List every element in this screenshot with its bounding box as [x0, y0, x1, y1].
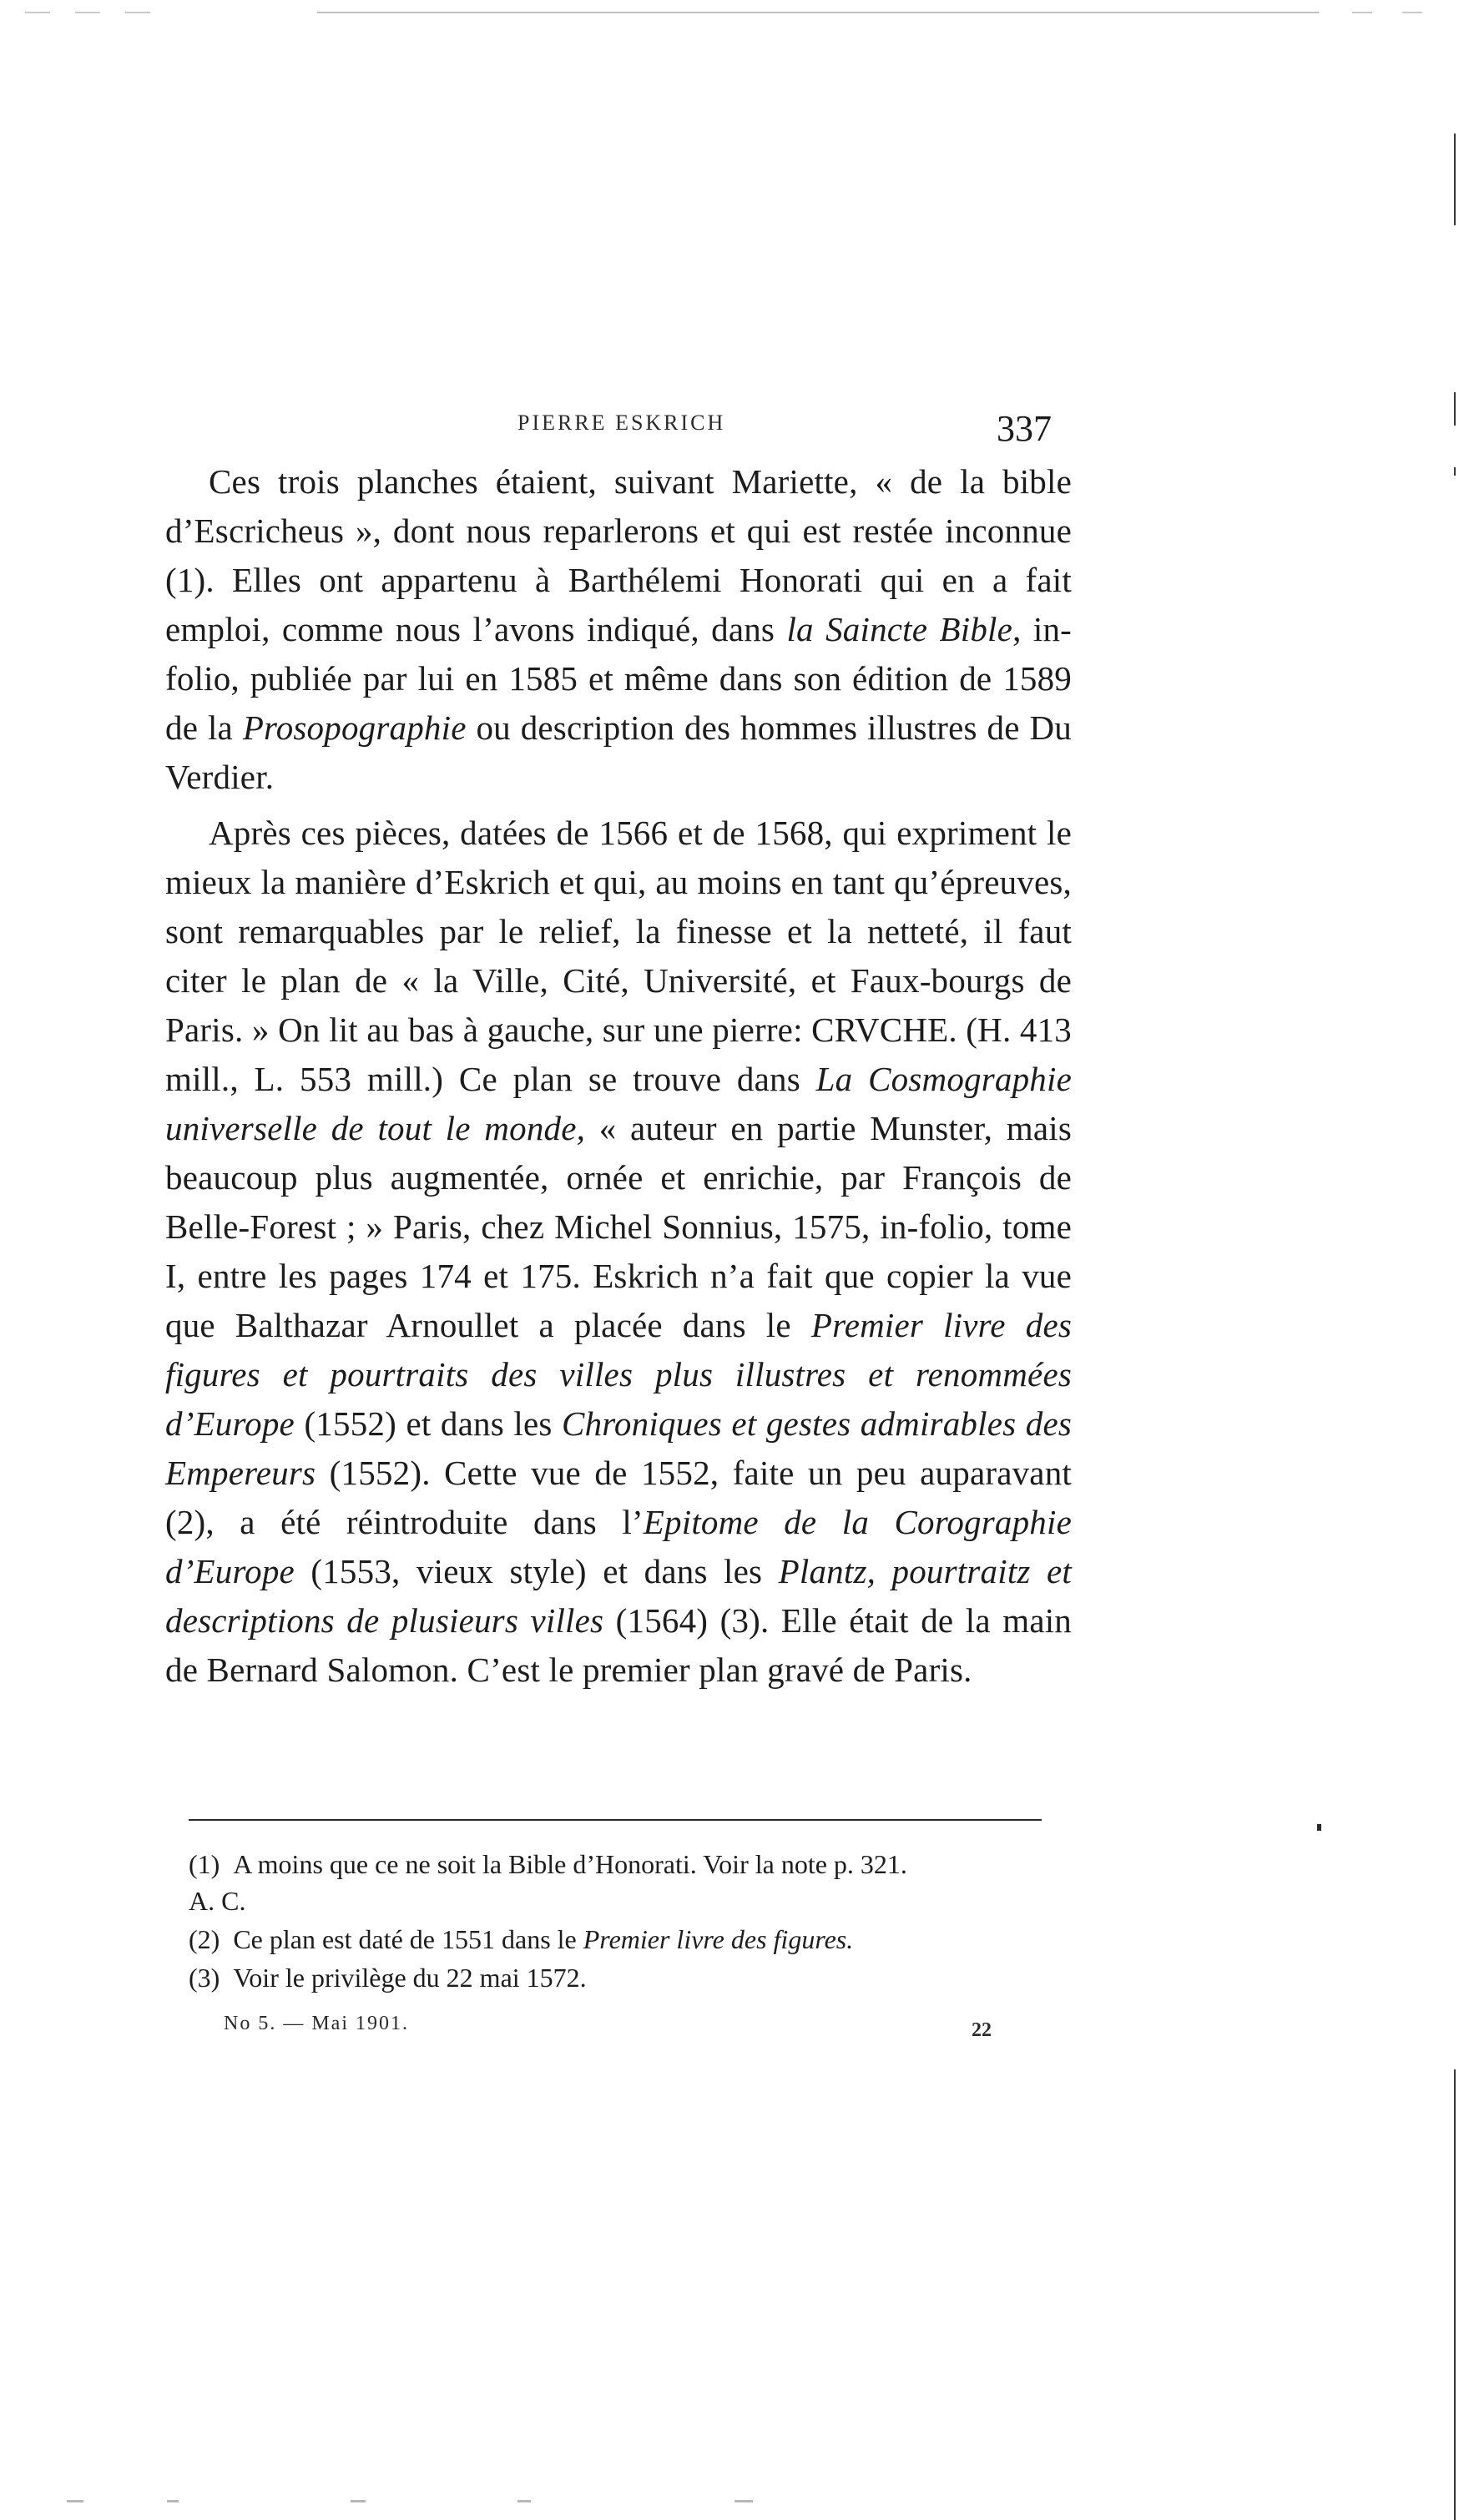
footnotes — [189, 1846, 1057, 1998]
bottom-scan-noise — [67, 2500, 83, 2502]
footnote-3 — [189, 1959, 1057, 1996]
top-scan-dash — [25, 12, 50, 13]
body-text — [165, 457, 1072, 1695]
book-title: Chroniques et gestes admirables des Empereurs — [165, 1404, 1073, 1492]
footnote-number: (1) — [189, 1849, 220, 1879]
page-edge-line — [1454, 134, 1456, 225]
signature-line: No 5. — Mai 1901. — [224, 2013, 409, 2034]
top-scan-dash — [1352, 12, 1372, 13]
book-title: La Cosmographie universelle de tout le monde, — [165, 1060, 1072, 1147]
running-head — [451, 407, 1052, 457]
text-run: (1553, vieux style) et dans les — [294, 1552, 779, 1590]
bottom-scan-noise — [351, 2500, 366, 2502]
paragraph — [165, 457, 1072, 802]
footnote-number: (2) — [189, 1924, 220, 1954]
text-run: Après ces pièces, datées de 1566 et de 1568, qui expriment le mieux la manière d’Eskrich et qui, au moins en tant qu’épreuves, sont remarquables par le relief, la finesse et la netteté, il faut citer le plan de « la Ville, Cité, Université, et Faux-bourgs de Paris. » On lit au bas à gauche, sur une pierre: CRVCHE. (H. 413 mill., L. 553 mill.) Ce plan se trouve dans — [165, 814, 1072, 1098]
top-scan-dash — [1402, 12, 1422, 13]
book-title: Epitome de la Corographie d’Europe — [165, 1503, 1072, 1590]
text-run: Ces trois planches étaient, suivant Mariette, « de la bible d’Escricheus », dont nous reparlerons et qui est restée inconnue (1). Elles ont appartenu à Barthélemi Honorati qui en a fait emploi, comme nous l’avons indiqué, dans — [165, 462, 1072, 648]
text-run: , in-folio, publiée par lui en 1585 et même dans son édition de 1589 de la — [165, 610, 1073, 747]
footnote-2 — [189, 1921, 1057, 1958]
book-title: Premier livre des figures et pourtraits des villes plus illustres et renommées d’Europe — [165, 1306, 1072, 1443]
paragraph — [165, 809, 1072, 1695]
footnote-text: Ce plan est daté de 1551 dans le — [233, 1924, 583, 1954]
text-run: ou description des hommes illustres de Du Verdier. — [165, 708, 1072, 796]
text-run: (1564) (3). Elle était de la main de Bernard Salomon. C’est le premier plan gravé de Paris. — [165, 1601, 1073, 1689]
footnote-text: Voir le privilège du 22 mai 1572. — [233, 1963, 587, 1993]
footnote-continuation: A. C. — [189, 1886, 246, 1916]
page-edge-line — [1454, 2069, 1456, 2520]
footnote-1 — [189, 1846, 1057, 1919]
book-title: la Saincte Bible — [786, 610, 1013, 648]
top-scan-rule — [317, 12, 1319, 13]
text-run: (1552) et dans les — [294, 1404, 563, 1443]
text-run: « auteur en partie Munster, mais beaucoup plus augmentée, ornée et enrichie, par François de Belle-Forest ; » Paris, chez Michel Sonnius, 1575, in-folio, tome I, entre les pages 174 et 175. Eskrich n’a fait que copier la vue que Balthazar Arnoullet a placée dans le — [165, 1109, 1072, 1344]
bottom-scan-noise — [517, 2500, 531, 2502]
page-edge-line — [1454, 392, 1456, 426]
page-number: 337 — [997, 408, 1052, 449]
top-scan-dash — [75, 12, 100, 13]
book-title: Prosopographie — [242, 708, 467, 747]
bottom-scan-noise — [734, 2500, 753, 2502]
margin-mark — [1317, 1824, 1321, 1831]
book-title: Premier livre des figures. — [583, 1924, 854, 1954]
sheet-number: 22 — [972, 2019, 992, 2041]
page-edge-line — [1454, 467, 1456, 476]
running-title: PIERRE ESKRICH — [517, 411, 726, 435]
book-title: Plantz, pourtraitz et descriptions de plusieurs villes — [165, 1552, 1072, 1640]
text-run: (1552). Cette vue de 1552, faite un peu auparavant (2), a été réintroduite dans l’ — [165, 1454, 1072, 1541]
footnote-number: (3) — [189, 1963, 220, 1993]
top-scan-dash — [125, 12, 150, 13]
footnote-text: A moins que ce ne soit la Bible d’Honorati. Voir la note p. 321. — [233, 1849, 907, 1879]
footnote-rule — [189, 1819, 1042, 1821]
bottom-scan-noise — [167, 2500, 179, 2502]
